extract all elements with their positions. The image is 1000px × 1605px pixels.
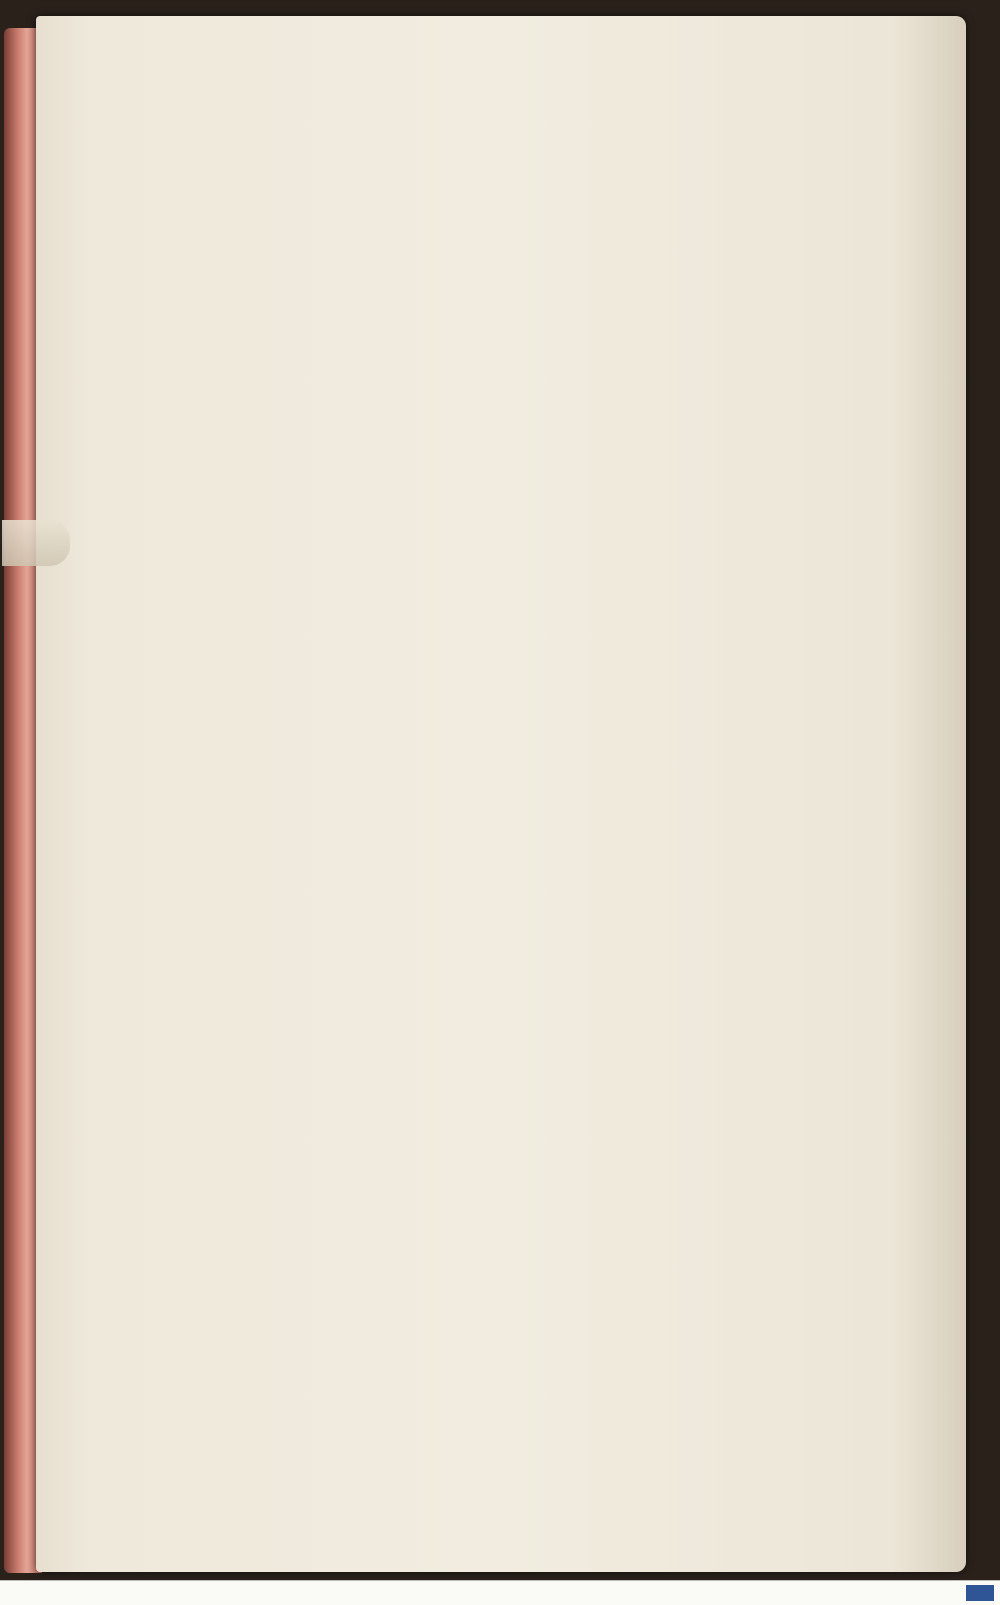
- bleed-through-text: [752, 640, 942, 1040]
- text-block: [262, 208, 782, 374]
- dfg-logo: [966, 1585, 994, 1601]
- credit-bar: [0, 1580, 1000, 1605]
- running-header: [262, 208, 782, 244]
- section-heading-4: [262, 308, 782, 364]
- section-heading-3: [262, 248, 782, 304]
- bookmark-tab: [2, 520, 70, 566]
